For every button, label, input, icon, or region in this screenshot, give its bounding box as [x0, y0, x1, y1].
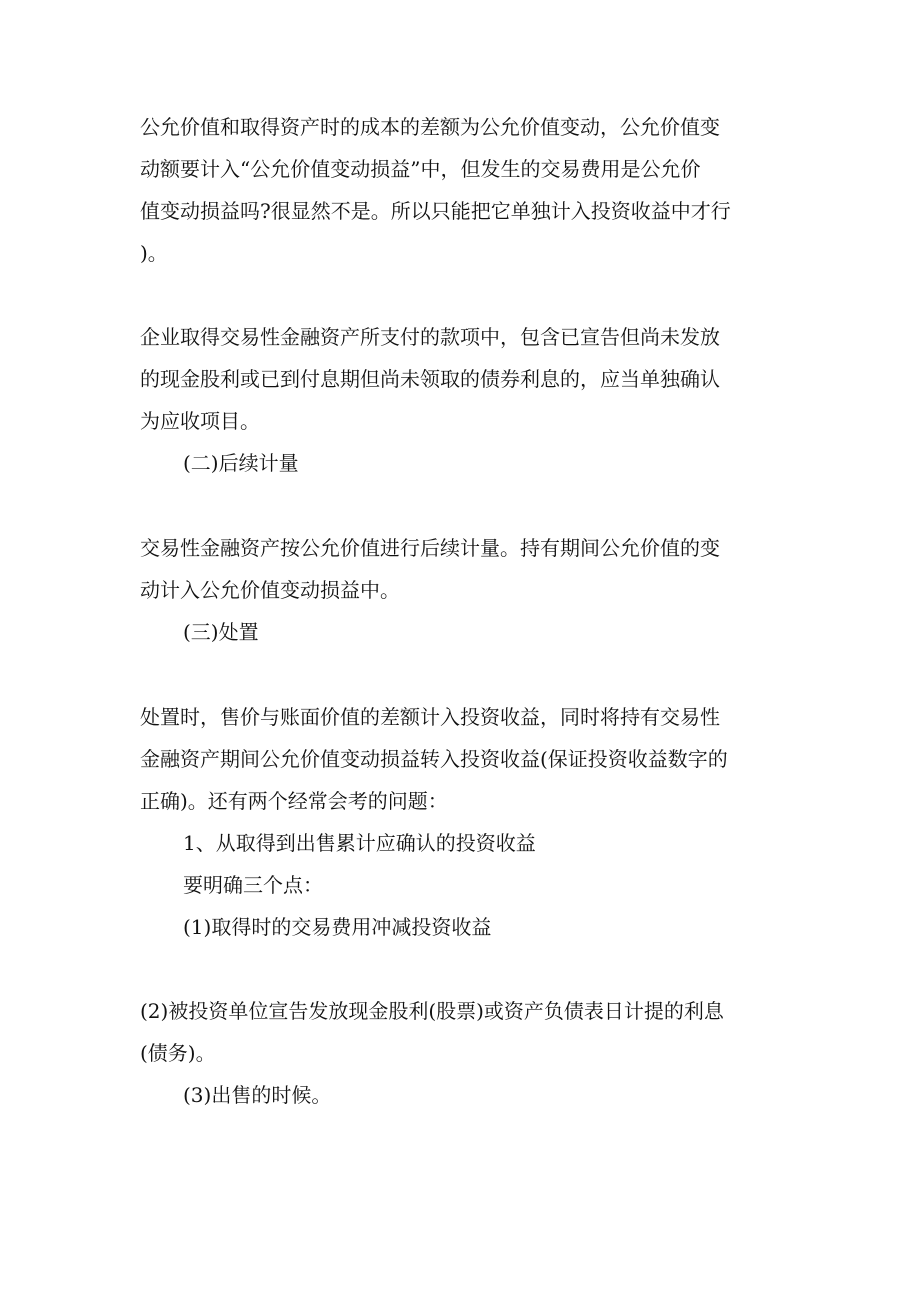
paragraph-3-line-1: 交易性金融资产按公允价值进行后续计量。持有期间公允价值的变 — [140, 536, 720, 560]
point-3: (3)出售的时候。 — [183, 1083, 332, 1107]
paragraph-1-line-4: )。 — [140, 241, 168, 265]
paragraph-4-line-3: 正确)。还有两个经常会考的问题： — [140, 789, 448, 813]
point-1: (1)取得时的交易费用冲减投资收益 — [183, 915, 492, 939]
paragraph-4-line-1: 处置时，售价与账面价值的差额计入投资收益，同时将持有交易性 — [140, 705, 720, 729]
paragraph-2-line-1: 企业取得交易性金融资产所支付的款项中，包含已宣告但尚未发放 — [140, 325, 720, 349]
list-item-1: 1、从取得到出售累计应确认的投资收益 — [183, 831, 536, 855]
paragraph-2-line-2: 的现金股利或已到付息期但尚未领取的债券利息的，应当单独确认 — [140, 367, 720, 391]
paragraph-1-line-2: 动额要计入“公允价值变动损益”中，但发生的交易费用是公允价 — [140, 157, 701, 181]
section-heading-disposal: (三)处置 — [183, 620, 259, 644]
paragraph-1-line-1: 公允价值和取得资产时的成本的差额为公允价值变动，公允价值变 — [140, 115, 720, 139]
point-2-line-1: (2)被投资单位宣告发放现金股利(股票)或资产负债表日计提的利息 — [140, 999, 724, 1023]
section-heading-subsequent-measurement: (二)后续计量 — [183, 451, 299, 475]
paragraph-2-line-3: 为应收项目。 — [140, 409, 260, 433]
point-2-line-2: (债务)。 — [140, 1041, 216, 1065]
paragraph-1-line-3: 值变动损益吗?很显然不是。所以只能把它单独计入投资收益中才行 — [140, 199, 731, 223]
list-item-1-intro: 要明确三个点： — [183, 873, 323, 897]
paragraph-3-line-2: 动计入公允价值变动损益中。 — [140, 578, 400, 602]
paragraph-4-line-2: 金融资产期间公允价值变动损益转入投资收益(保证投资收益数字的 — [140, 747, 728, 771]
